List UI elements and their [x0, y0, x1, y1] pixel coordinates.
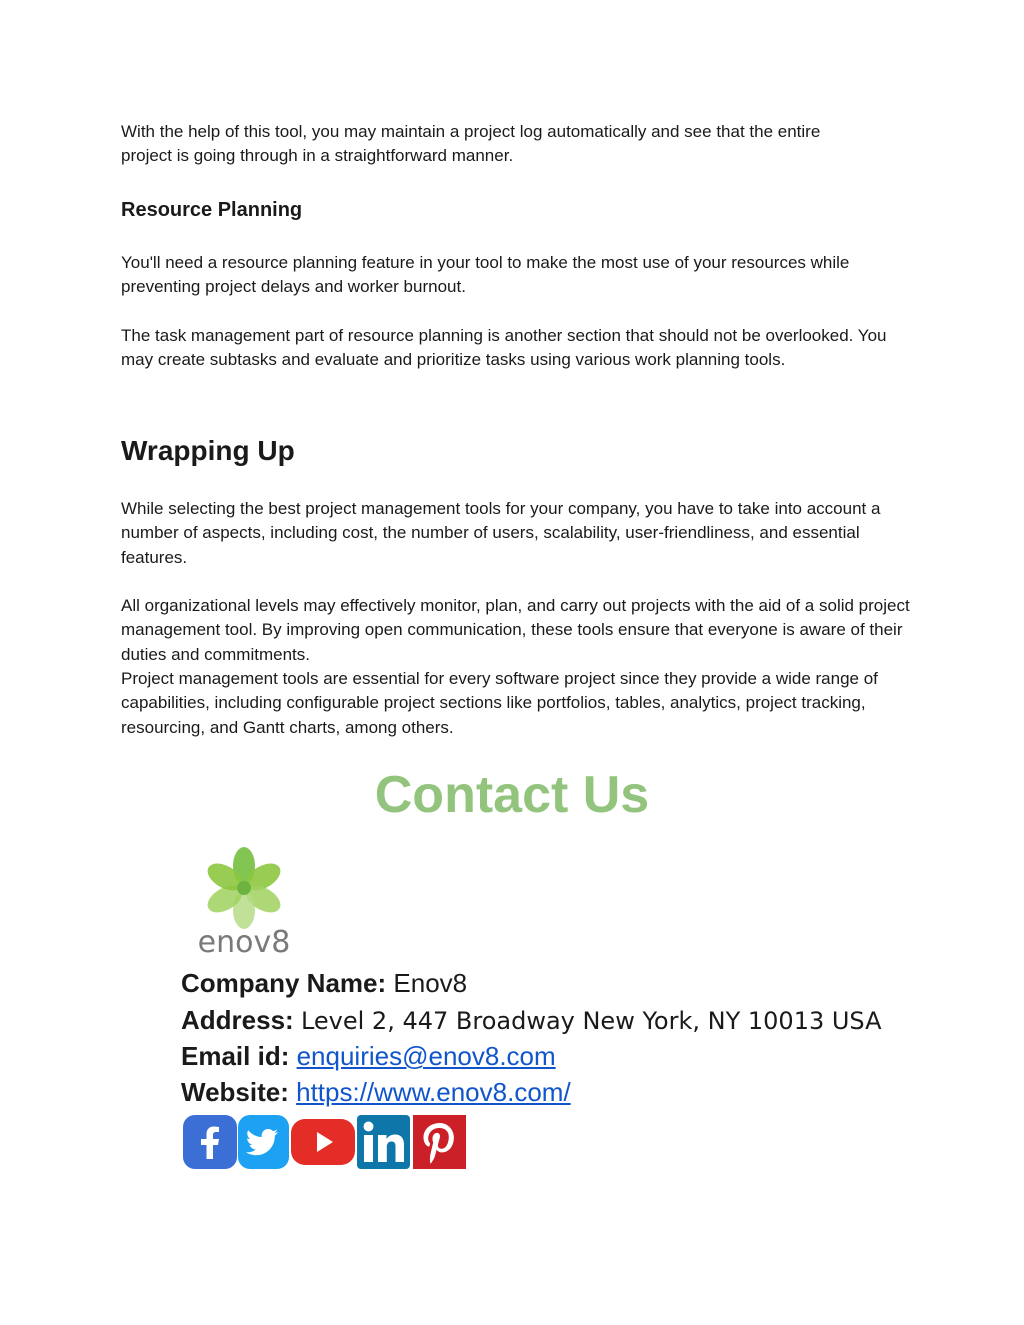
company-name-value: Enov8	[393, 968, 468, 998]
intro-line-1: With the help of this tool, you may maintain a project log automatically and see that the entire	[121, 122, 821, 141]
twitter-icon[interactable]	[238, 1115, 289, 1169]
intro-line-2: project is going through in a straightforward manner.	[121, 146, 514, 166]
email-link[interactable]: enquiries@enov8.com	[296, 1041, 556, 1071]
wrapping-up-para-3: Project management tools are essential for every software project since they provide a wide range of capabilities, including configurable project sections like portfolios, tables, analytics, project tracking, resourcing, and Gantt charts, among others.	[121, 669, 878, 737]
resource-planning-para-2: The task management part of resource planning is another section that should not be overlooked. You may create subtasks and evaluate and prioritize tasks using various work planning tools.	[121, 326, 887, 370]
flower-icon	[192, 840, 296, 958]
wrapping-up-para-1: While selecting the best project management tools for your company, you have to take into account a number of aspects, including cost, the number of users, scalability, user-friendliness, and essential features.	[121, 499, 881, 567]
address-row	[181, 1005, 882, 1036]
wrapping-up-para-2: All organizational levels may effectively monitor, plan, and carry out projects with the aid of a solid project management tool. By improving open communication, these tools ensure that everyone is aware of their duties and commitments.	[121, 596, 910, 664]
address-value: Level 2, 447 Broadway New York, NY 10013 USA	[300, 1007, 882, 1035]
enov8-logo	[192, 840, 296, 958]
wrapping-up-heading: Wrapping Up	[121, 435, 295, 466]
website-link[interactable]: https://www.enov8.com/	[296, 1077, 571, 1107]
email-label: Email id:	[181, 1041, 290, 1071]
address-label: Address:	[181, 1005, 294, 1035]
resource-planning-heading: Resource Planning	[121, 199, 303, 221]
website-label: Website:	[181, 1077, 289, 1107]
linkedin-icon[interactable]	[357, 1115, 410, 1169]
logo-wordmark: enov8	[197, 925, 291, 958]
website-row	[181, 1077, 571, 1107]
company-name-label: Company Name:	[181, 968, 387, 998]
intro-paragraph	[121, 120, 911, 169]
email-row	[181, 1041, 556, 1071]
pinterest-icon[interactable]	[413, 1115, 466, 1169]
company-name-row	[181, 968, 467, 998]
facebook-icon[interactable]	[183, 1115, 237, 1169]
contact-title: Contact Us	[374, 766, 650, 824]
resource-planning-para-1: You'll need a resource planning feature in your tool to make the most use of your resources while preventing project delays and worker burnout.	[121, 253, 850, 297]
youtube-icon[interactable]	[291, 1115, 355, 1169]
